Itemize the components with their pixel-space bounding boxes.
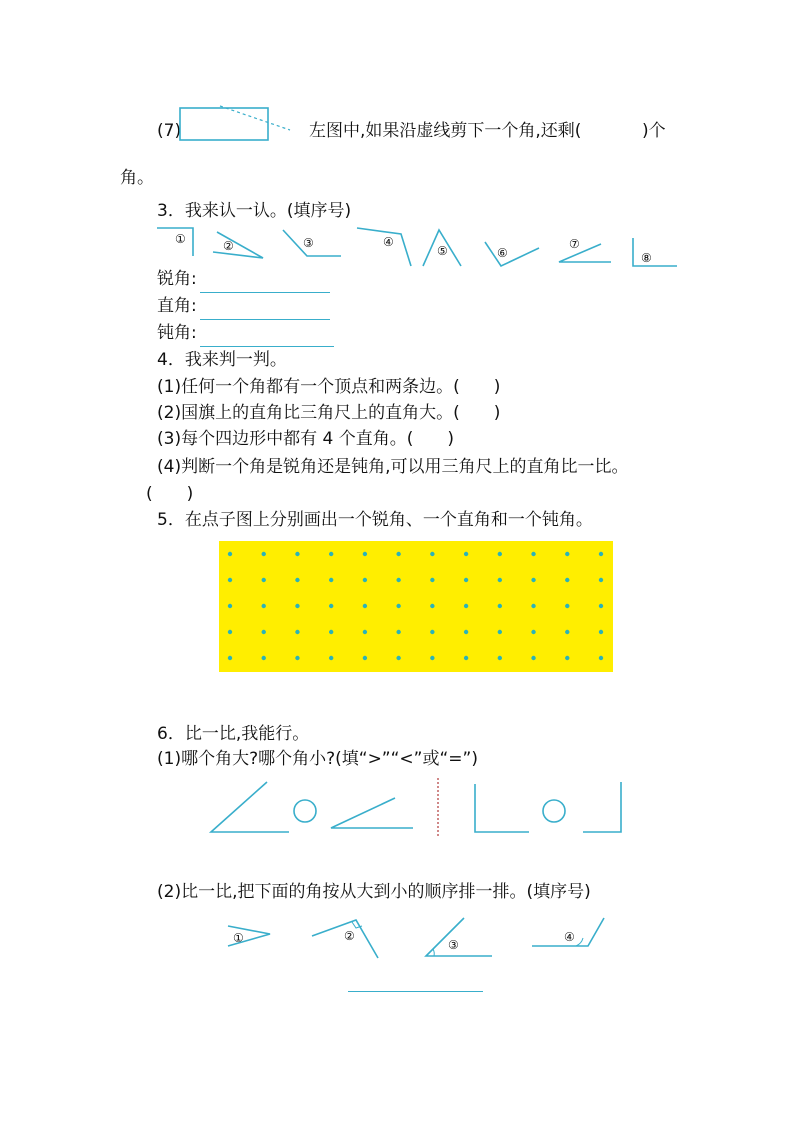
q6-mark-2: ② [344, 929, 355, 943]
q6-compare-figures [205, 778, 630, 840]
grid-dot[interactable] [464, 630, 468, 634]
q3-mark-7: ⑦ [569, 237, 580, 251]
grid-dot[interactable] [498, 552, 502, 556]
grid-dot[interactable] [498, 578, 502, 582]
q7-text-line2: 角。 [120, 168, 154, 188]
grid-dot[interactable] [329, 656, 333, 660]
grid-dot[interactable] [599, 604, 603, 608]
q3-acute-label: 锐角: [157, 269, 197, 289]
dot-grid-background [219, 541, 613, 672]
q3-angle-5 [423, 230, 461, 266]
grid-dot[interactable] [363, 552, 367, 556]
q6-angle-2 [312, 920, 378, 958]
q6-compare-circle-2[interactable] [543, 800, 565, 822]
grid-dot[interactable] [464, 578, 468, 582]
grid-dot[interactable] [396, 578, 400, 582]
q3-title: 3．我来认一认。(填序号) [157, 201, 352, 221]
q6-mark-4: ④ [564, 930, 575, 944]
q3-angle-3 [283, 230, 341, 256]
grid-dot[interactable] [396, 656, 400, 660]
grid-dot[interactable] [599, 552, 603, 556]
q3-angle-4 [357, 228, 411, 266]
q3-acute-answer-line[interactable] [200, 292, 330, 293]
q3-obtuse-label: 钝角: [157, 323, 197, 343]
q6-right-angle-a [475, 784, 529, 832]
q4-item-3: (3)每个四边形中都有 4 个直角。( ) [157, 429, 454, 449]
grid-dot[interactable] [262, 630, 266, 634]
grid-dot[interactable] [599, 578, 603, 582]
q6-title: 6．比一比,我能行。 [157, 724, 310, 744]
q7-blank-close: )个 [642, 121, 666, 141]
grid-dot[interactable] [363, 656, 367, 660]
q3-mark-8: ⑧ [641, 251, 652, 265]
grid-dot[interactable] [498, 656, 502, 660]
grid-dot[interactable] [228, 604, 232, 608]
q3-mark-3: ③ [303, 236, 314, 250]
grid-dot[interactable] [329, 578, 333, 582]
q3-angle-8 [633, 238, 677, 266]
grid-dot[interactable] [498, 630, 502, 634]
q3-mark-5: ⑤ [437, 244, 448, 258]
grid-dot[interactable] [228, 552, 232, 556]
grid-dot[interactable] [329, 552, 333, 556]
q3-angle-6 [485, 242, 539, 266]
q7-label: (7) [157, 121, 182, 141]
q5-title: 5．在点子图上分别画出一个锐角、一个直角和一个钝角。 [157, 510, 593, 530]
q3-angles-row [155, 226, 685, 272]
grid-dot[interactable] [295, 552, 299, 556]
q4-title: 4．我来判一判。 [157, 350, 287, 370]
q7-text: 左图中,如果沿虚线剪下一个角,还剩( [309, 121, 582, 141]
q6-left-angle-b [331, 798, 413, 828]
grid-dot[interactable] [228, 630, 232, 634]
grid-dot[interactable] [464, 552, 468, 556]
grid-dot[interactable] [464, 604, 468, 608]
q3-mark-6: ⑥ [497, 246, 508, 260]
grid-dot[interactable] [363, 630, 367, 634]
grid-dot[interactable] [396, 630, 400, 634]
q4-item-4: (4)判断一个角是锐角还是钝角,可以用三角尺上的直角比一比。 [157, 457, 629, 477]
grid-dot[interactable] [430, 630, 434, 634]
grid-dot[interactable] [262, 578, 266, 582]
q6-left-angle-a [211, 782, 289, 832]
grid-dot[interactable] [565, 552, 569, 556]
grid-dot[interactable] [329, 630, 333, 634]
q6-order-answer-line[interactable] [348, 991, 483, 992]
q4-item-2: (2)国旗上的直角比三角尺上的直角大。( ) [157, 403, 501, 423]
grid-dot[interactable] [464, 656, 468, 660]
q6-compare-circle-1[interactable] [294, 800, 316, 822]
grid-dot[interactable] [295, 656, 299, 660]
grid-dot[interactable] [430, 552, 434, 556]
q7-rectangle-figure [178, 106, 298, 146]
q6-angle-1 [228, 926, 270, 946]
q3-obtuse-answer-line[interactable] [200, 346, 334, 347]
q6-mark-3: ③ [448, 938, 459, 952]
grid-dot[interactable] [565, 656, 569, 660]
q4-item-1: (1)任何一个角都有一个顶点和两条边。( ) [157, 377, 501, 397]
grid-dot[interactable] [396, 604, 400, 608]
q6-mark-1: ① [233, 931, 244, 945]
grid-dot[interactable] [295, 578, 299, 582]
q3-angle-7 [559, 237, 611, 262]
grid-dot[interactable] [262, 604, 266, 608]
grid-dot[interactable] [262, 656, 266, 660]
q6-sub1: (1)哪个角大?哪个角小?(填“>”“<”或“=”) [157, 749, 478, 769]
grid-dot[interactable] [531, 604, 535, 608]
q6-angle-3 [426, 918, 492, 956]
q4-item-4-answer: ( ) [146, 484, 194, 504]
grid-dot[interactable] [430, 604, 434, 608]
grid-dot[interactable] [531, 656, 535, 660]
q3-mark-1: ① [175, 232, 186, 246]
q6-angle-4 [532, 918, 604, 946]
q3-right-answer-line[interactable] [200, 319, 330, 320]
grid-dot[interactable] [430, 656, 434, 660]
grid-dot[interactable] [531, 630, 535, 634]
grid-dot[interactable] [531, 578, 535, 582]
q3-right-label: 直角: [157, 296, 197, 316]
grid-dot[interactable] [599, 630, 603, 634]
q6-sub2: (2)比一比,把下面的角按从大到小的顺序排一排。(填序号) [157, 882, 591, 902]
grid-dot[interactable] [329, 604, 333, 608]
q3-mark-4: ④ [383, 235, 394, 249]
grid-dot[interactable] [430, 578, 434, 582]
grid-dot[interactable] [565, 604, 569, 608]
grid-dot[interactable] [396, 552, 400, 556]
grid-dot[interactable] [295, 604, 299, 608]
q3-angle-1 [157, 228, 193, 256]
grid-dot[interactable] [565, 630, 569, 634]
grid-dot[interactable] [228, 578, 232, 582]
grid-dot[interactable] [262, 552, 266, 556]
q3-angle-2 [213, 232, 263, 258]
q6-order-figures [224, 912, 614, 964]
q3-mark-2: ② [223, 239, 234, 253]
q6-right-angle-b [583, 782, 621, 832]
grid-dot[interactable] [228, 656, 232, 660]
grid-dot[interactable] [599, 656, 603, 660]
grid-dot[interactable] [531, 552, 535, 556]
grid-dot[interactable] [295, 630, 299, 634]
q5-dot-grid[interactable] [219, 541, 613, 672]
grid-dot[interactable] [363, 578, 367, 582]
grid-dot[interactable] [565, 578, 569, 582]
grid-dot[interactable] [498, 604, 502, 608]
grid-dot[interactable] [363, 604, 367, 608]
